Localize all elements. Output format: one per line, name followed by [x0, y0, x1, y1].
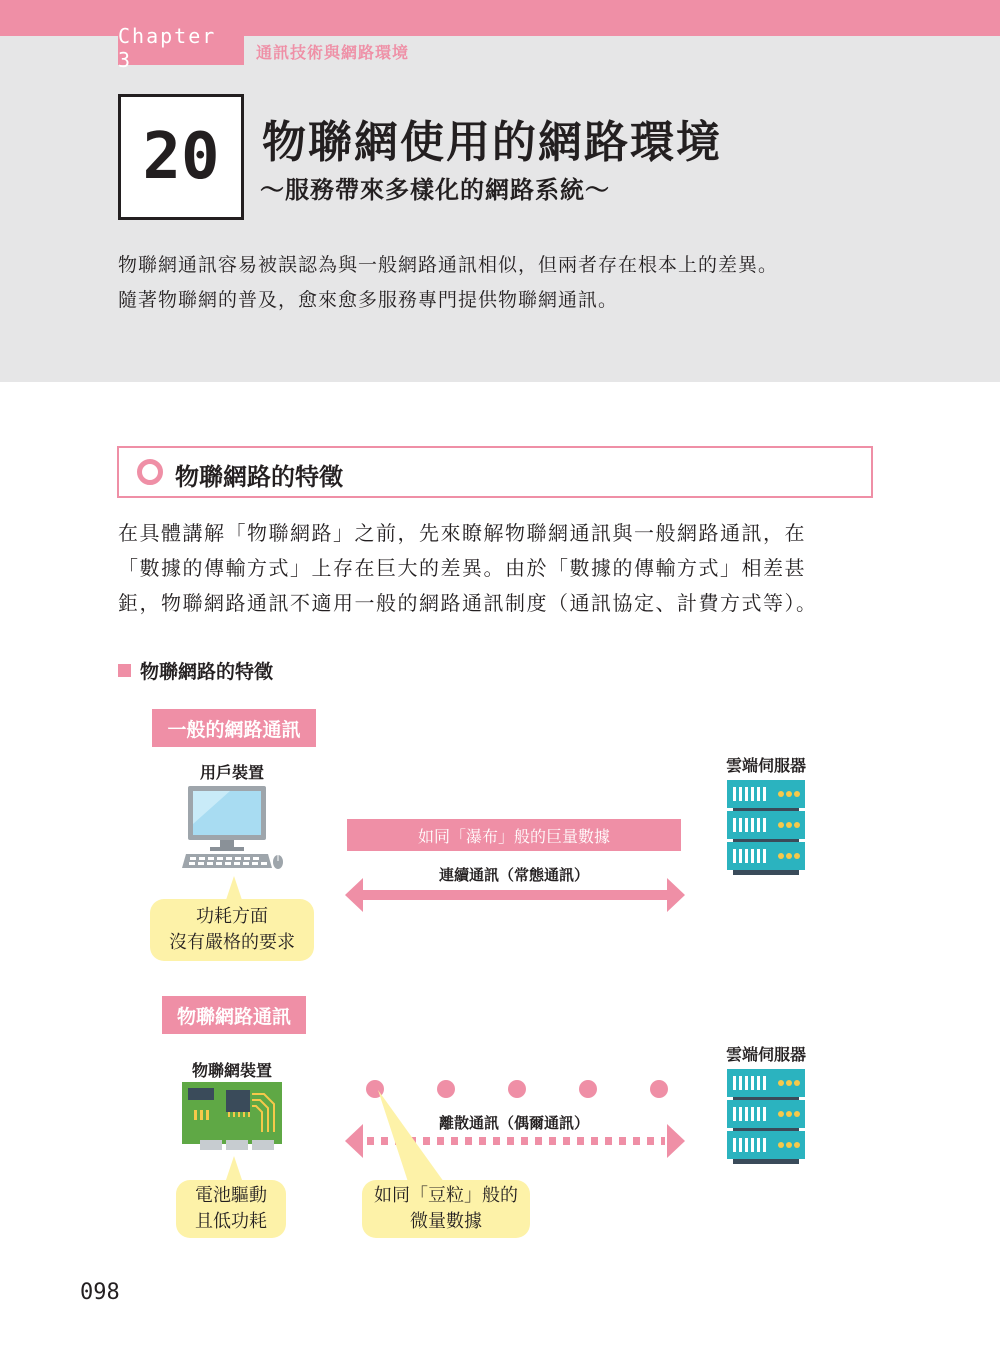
continuous-comm-label: 連續通訊（常態通訊） — [438, 866, 589, 884]
page-subtitle: ～服務帶來多樣化的網路系統～ — [260, 176, 610, 204]
intro-line: 隨著物聯網的普及，愈來愈多服務專門提供物聯網通訊。 — [118, 289, 619, 311]
chapter-tab: Chapter 3 — [118, 30, 244, 65]
computer-icon — [180, 784, 286, 870]
cloud-server-label: 雲端伺服器 — [725, 756, 806, 775]
section-heading-box — [117, 446, 873, 498]
section-number: 20 — [118, 94, 244, 220]
server-icon — [725, 780, 807, 876]
callout-line: 如同「豆粒」般的 — [374, 1185, 518, 1206]
callout-line: 功耗方面 — [196, 906, 268, 927]
page-number: 098 — [80, 1280, 120, 1305]
square-bullet-icon — [118, 664, 131, 677]
iot-network-label: 物聯網路通訊 — [162, 996, 306, 1034]
circuit-board-icon — [182, 1082, 282, 1150]
server-icon — [725, 1069, 807, 1165]
power-callout — [150, 899, 314, 961]
circle-bullet-icon — [137, 459, 163, 485]
figure-caption-text: 物聯網路的特徵 — [140, 661, 274, 683]
body-line: 「數據的傳輸方式」上存在巨大的差異。由於「數據的傳輸方式」相差甚 — [118, 556, 806, 580]
iot-device-label: 物聯網裝置 — [191, 1061, 272, 1080]
figure-caption — [118, 657, 273, 684]
continuous-arrow — [345, 878, 685, 912]
waterfall-data-banner: 如同「瀑布」般的巨量數據 — [347, 819, 681, 851]
general-network-label: 一般的網路通訊 — [152, 709, 316, 747]
page-title: 物聯網使用的網路環境 — [262, 117, 722, 168]
cloud-server-label: 雲端伺服器 — [725, 1045, 806, 1064]
chapter-title: 通訊技術與網路環境 — [256, 43, 410, 62]
user-device-label: 用戶裝置 — [199, 763, 264, 782]
callout-line: 電池驅動 — [195, 1185, 267, 1206]
section-body — [118, 516, 872, 621]
discrete-comm-label: 離散通訊（偶爾通訊） — [438, 1114, 589, 1132]
intro-line: 物聯網通訊容易被誤認為與一般網路通訊相似，但兩者存在根本上的差異。 — [118, 254, 779, 276]
data-dot — [650, 1080, 668, 1098]
callout-pointer — [374, 1090, 454, 1190]
callout-line: 且低功耗 — [195, 1211, 267, 1232]
battery-callout — [176, 1180, 286, 1238]
data-dot — [579, 1080, 597, 1098]
body-line: 在具體講解「物聯網路」之前，先來瞭解物聯網通訊與一般網路通訊，在 — [118, 521, 806, 545]
section-heading: 物聯網路的特徵 — [175, 463, 343, 491]
intro-text — [118, 248, 898, 318]
callout-line: 沒有嚴格的要求 — [169, 932, 295, 953]
callout-line: 微量數據 — [410, 1211, 482, 1232]
bean-data-callout — [362, 1180, 530, 1238]
body-line: 鉅，物聯網路通訊不適用一般的網路通訊制度（通訊協定、計費方式等）。 — [118, 591, 818, 615]
data-dot — [508, 1080, 526, 1098]
